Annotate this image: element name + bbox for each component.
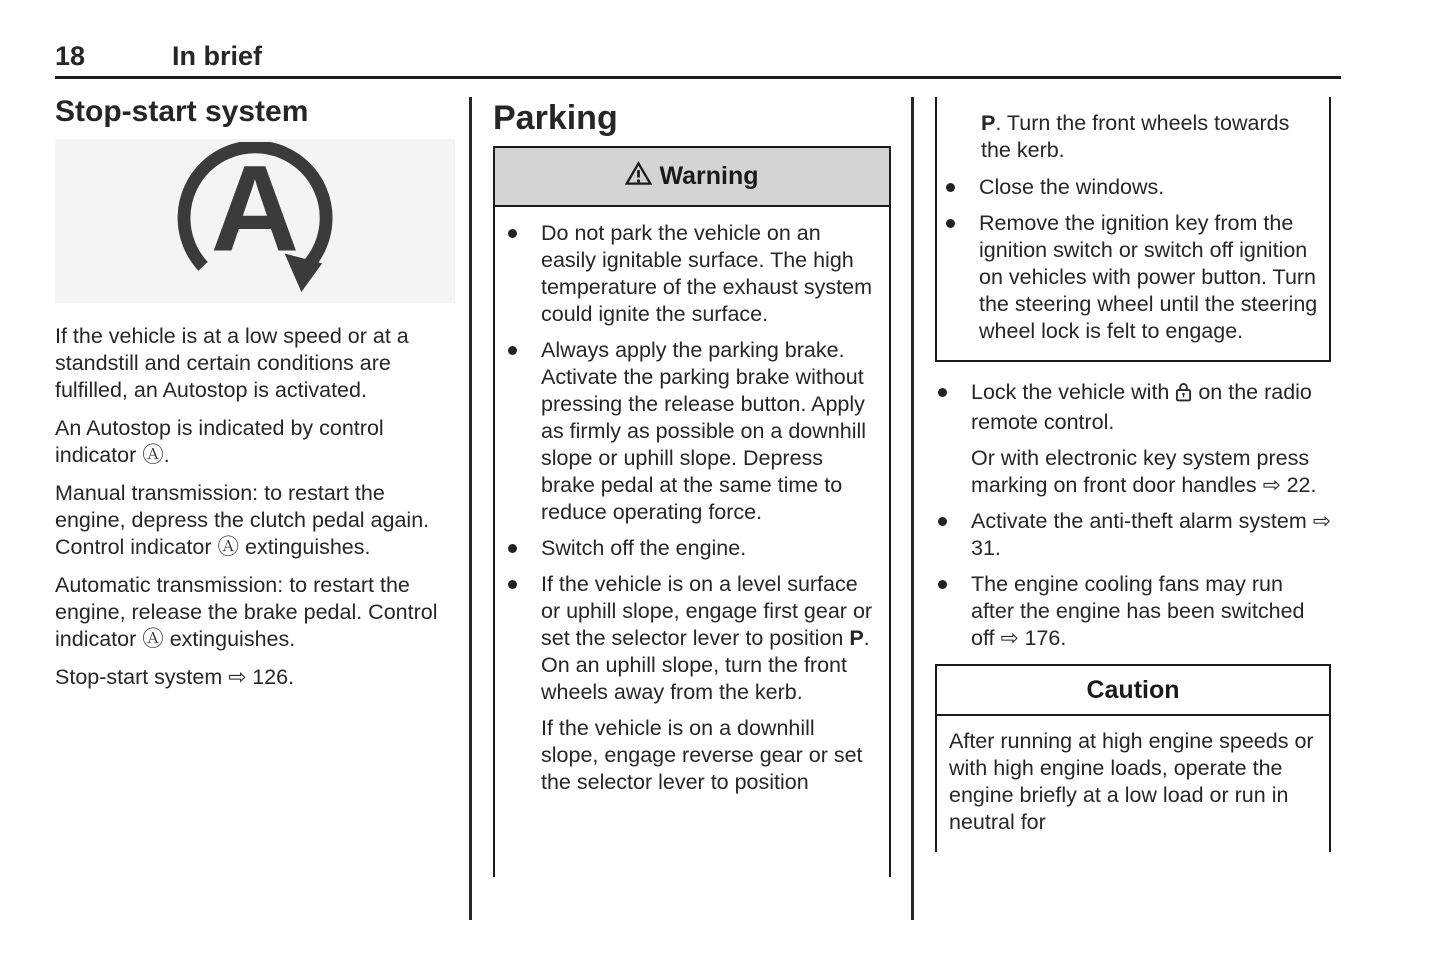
- heading-parking: Parking: [493, 99, 618, 137]
- warning-triangle-icon: [625, 161, 652, 192]
- list-item-text: [541, 571, 877, 796]
- bullet-dot: [946, 219, 955, 228]
- bullet-dot: [938, 580, 947, 589]
- caution-box: [935, 664, 1331, 852]
- list-item: [937, 379, 1331, 499]
- text-segment: on the radio remote control.: [971, 380, 1312, 434]
- list-item-text: Activate the anti-theft alarm system ⇨ 31.: [971, 509, 1331, 560]
- column-separator: [911, 97, 914, 920]
- list-item-text: Close the windows.: [979, 175, 1165, 199]
- paragraph: If the vehicle is at a low speed or at a standstill and certain conditions are fulfilled, an Autostop is activated.: [55, 324, 409, 402]
- paragraph: Manual transmission: to restart the engine, depress the clutch pedal again. Control indicator Ⓐ extinguishes.: [55, 481, 430, 559]
- paragraph: Automatic transmission: to restart the engine, release the brake pedal. Control indicator Ⓐ extinguishes.: [55, 573, 438, 651]
- bullet-dot: [508, 229, 517, 238]
- page-number: 18: [55, 41, 86, 71]
- warning-box-body: [495, 207, 889, 796]
- list-item: [507, 535, 877, 562]
- continuation-text: [981, 110, 1321, 164]
- lock-icon: [1175, 381, 1192, 409]
- list-item-text: Remove the ignition key from the ignition switch or switch off ignition on vehicles with power button. Turn the steering wheel until the steering wheel lock is felt to engage.: [979, 211, 1318, 343]
- warning-box-header: [495, 148, 889, 207]
- heading-stop-start-system: Stop-start system: [55, 95, 309, 128]
- selector-position-p: P: [849, 626, 864, 650]
- bullet-dot: [508, 346, 517, 355]
- parking-steps-list: [937, 379, 1331, 652]
- caution-box-header: Caution: [937, 666, 1329, 716]
- list-item-text: Do not park the vehicle on an easily ignitable surface. The high temperature of the exhaust system could ignite the surface.: [541, 221, 873, 326]
- bullet-dot: [938, 517, 947, 526]
- bullet-dot: [938, 388, 947, 397]
- text-segment: If the vehicle is on a level surface or uphill slope, engage first gear or set the selector lever to position: [541, 572, 873, 650]
- bullet-dot: [946, 183, 955, 192]
- column-left: [55, 95, 453, 702]
- svg-text:A: A: [210, 141, 300, 277]
- column-separator: [469, 97, 472, 920]
- list-item: [945, 210, 1321, 345]
- caution-box-body: After running at high engine speeds or with high engine loads, operate the engine briefly at a low load or run in neutral for: [949, 729, 1314, 834]
- text-segment: Lock the vehicle with: [971, 380, 1176, 404]
- list-item: [945, 174, 1321, 201]
- header-rule: [55, 76, 1341, 79]
- bullet-dot: [508, 580, 517, 589]
- list-item: [507, 337, 877, 526]
- autostop-indicator-icon: [156, 142, 354, 301]
- list-item: [937, 508, 1331, 562]
- list-item: [937, 571, 1331, 652]
- list-item-text: [971, 379, 1331, 499]
- list-item-text: The engine cooling fans may run after the engine has been switched off ⇨ 176.: [971, 572, 1305, 650]
- list-item: [507, 571, 877, 796]
- stop-start-icon-panel: [55, 139, 455, 303]
- continuation-text: If the vehicle is on a downhill slope, engage reverse gear or set the selector lever to position: [541, 716, 863, 794]
- text-segment: . On an uphill slope, turn the front wheels away from the kerb.: [541, 626, 870, 704]
- warning-box-continued: [935, 97, 1331, 362]
- selector-position-p: P: [981, 111, 996, 135]
- column-right: [935, 97, 1331, 852]
- warning-title: Warning: [659, 162, 759, 190]
- warning-box: [493, 146, 891, 877]
- list-item-text: Switch off the engine.: [541, 536, 747, 560]
- column-middle: [493, 98, 891, 877]
- list-item: [507, 220, 877, 328]
- section-title: In brief: [172, 41, 263, 71]
- page-reference: Stop-start system ⇨ 126.: [55, 665, 295, 689]
- list-item-text: Always apply the parking brake. Activate the parking brake without pressing the release button. Apply as firmly as possible on a downhill slope or uphill slope. Depress brake pedal at the same time to reduce operating force.: [541, 338, 867, 524]
- text-segment: . Turn the front wheels towards the kerb.: [981, 111, 1290, 162]
- paragraph: An Autostop is indicated by control indicator Ⓐ.: [55, 416, 384, 467]
- bullet-dot: [508, 544, 517, 553]
- continuation-text: Or with electronic key system press marking on front door handles ⇨ 22.: [971, 446, 1317, 497]
